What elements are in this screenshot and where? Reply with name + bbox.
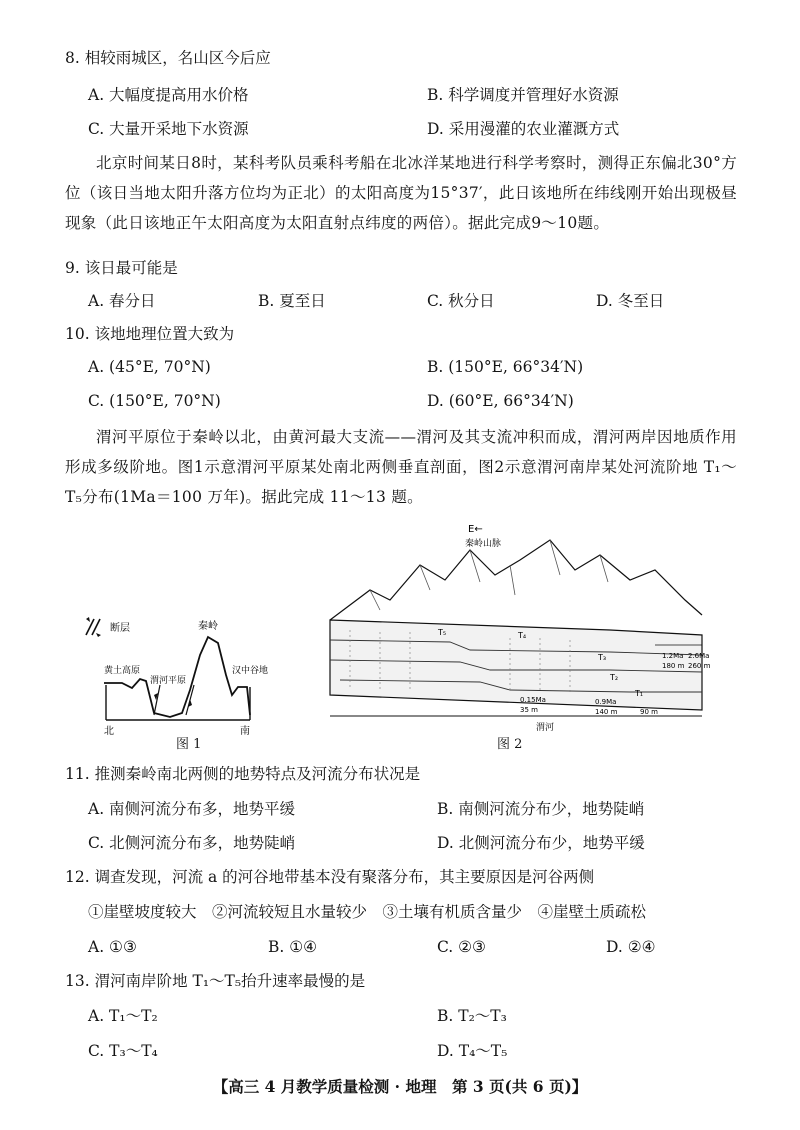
q12-statements: ①崖壁坡度较大 ②河流较短且水量较少 ③土壤有机质含量少 ④崖壁土质疏松 [88,903,647,921]
t3-label: T₃ [598,653,607,662]
age-1-2ma-label: 1.2Ma [662,652,684,660]
q8-option-a: A. 大幅度提高用水价格 [88,86,249,104]
q13-option-a: A. T₁～T₂ [88,1007,158,1025]
t2-label: T₂ [610,673,619,682]
river-label: 渭河 [536,723,555,733]
figure-1-caption: 图 1 [176,737,202,752]
hanzhong-label: 汉中谷地 [232,666,269,676]
height-90m-label: 90 m [640,708,658,716]
qinling-label: 秦岭 [198,621,218,632]
age-0-9ma-label: 0.9Ma [595,698,617,706]
q8-option-c: C. 大量开采地下水资源 [88,120,249,138]
height-180m-label: 180 m [662,662,685,670]
fault-label: 断层 [110,623,130,634]
direction-label: E← [468,524,483,535]
height-260m-label: 260 m [688,662,710,670]
q8-stem: 8. 相较雨城区，名山区今后应 [65,49,271,67]
north-label: 北 [104,726,114,737]
q10-option-d: D. (60°E, 66°34′N) [427,392,574,410]
age-0-15ma-label: 0.15Ma [520,696,546,704]
q9-option-c: C. 秋分日 [427,292,495,310]
t1-label: T₁ [635,689,644,698]
q11-stem: 11. 推测秦岭南北两侧的地势特点及河流分布状况是 [65,765,421,783]
q12-option-c: C. ②③ [437,938,486,956]
figure-2-terraces [310,520,710,740]
q9-option-b: B. 夏至日 [258,292,326,310]
q11-option-b: B. 南侧河流分布少，地势陡峭 [437,800,645,818]
loess-label: 黄土高原 [104,666,141,676]
q12-stem: 12. 调查发现，河流 a 的河谷地带基本没有聚落分布，其主要原因是河谷两侧 [65,868,595,886]
q9-stem: 9. 该日最可能是 [65,259,178,277]
t4-label: T₄ [518,631,527,640]
passage-9-10: 北京时间某日8时，某科考队员乘科考船在北冰洋某地进行科学考察时，测得正东偏北30°方位（该日当地太阳升落方位均为正北）的太阳高度为15°37′，此日该地所在纬线刚开始出现极昼现象（此日该地正午太阳高度为太阳直射点纬度的两倍）。据此完成9～10题。 [65,154,737,232]
height-35m-label: 35 m [520,706,538,714]
south-label: 南 [240,726,250,737]
q10-stem: 10. 该地地理位置大致为 [65,325,235,343]
q8-option-d: D. 采用漫灌的农业灌溉方式 [427,120,620,138]
q12-option-b: B. ①④ [268,938,318,956]
age-2-6ma-label: 2.6Ma [688,652,710,660]
t5-label: T₅ [438,628,447,637]
q13-option-d: D. T₄～T₅ [437,1042,508,1060]
q13-option-c: C. T₃～T₄ [88,1042,158,1060]
mountain-ridge [330,540,702,620]
q11-option-a: A. 南侧河流分布多，地势平缓 [88,800,296,818]
q9-option-d: D. 冬至日 [596,292,665,310]
mountain-hatching [370,540,608,610]
figure-2-caption: 图 2 [497,737,523,752]
q9-option-a: A. 春分日 [88,292,156,310]
q10-option-b: B. (150°E, 66°34′N) [427,358,584,376]
q12-option-a: A. ①③ [88,938,137,956]
q13-option-b: B. T₂～T₃ [437,1007,507,1025]
fault-legend-icon [86,617,101,637]
page-footer: 【高三 4 月教学质量检测 · 地理 第 3 页(共 6 页)】 [212,1077,588,1096]
q11-option-d: D. 北侧河流分布少，地势平缓 [437,834,645,852]
height-140m-label: 140 m [595,708,618,716]
q10-option-c: C. (150°E, 70°N) [88,392,221,410]
q12-option-d: D. ②④ [606,938,656,956]
figure-1-profile [82,615,272,745]
terrace-block [330,620,702,710]
q13-stem: 13. 渭河南岸阶地 T₁～T₅抬升速率最慢的是 [65,972,366,990]
mountains-label: 秦岭山脉 [465,539,502,549]
q8-option-b: B. 科学调度并管理好水资源 [427,86,619,104]
q11-option-c: C. 北侧河流分布多，地势陡峭 [88,834,296,852]
passage-11-13: 渭河平原位于秦岭以北，由黄河最大支流——渭河及其支流冲积而成，渭河两岸因地质作用形成多级阶地。图1示意渭河平原某处南北两侧垂直剖面，图2示意渭河南岸某处河流阶地 T₁～T₅分布(1Ma＝100 万年)。据此完成 11～13 题。 [65,428,737,506]
weihe-plain-label: 渭河平原 [150,676,187,686]
q10-option-a: A. (45°E, 70°N) [88,358,211,376]
